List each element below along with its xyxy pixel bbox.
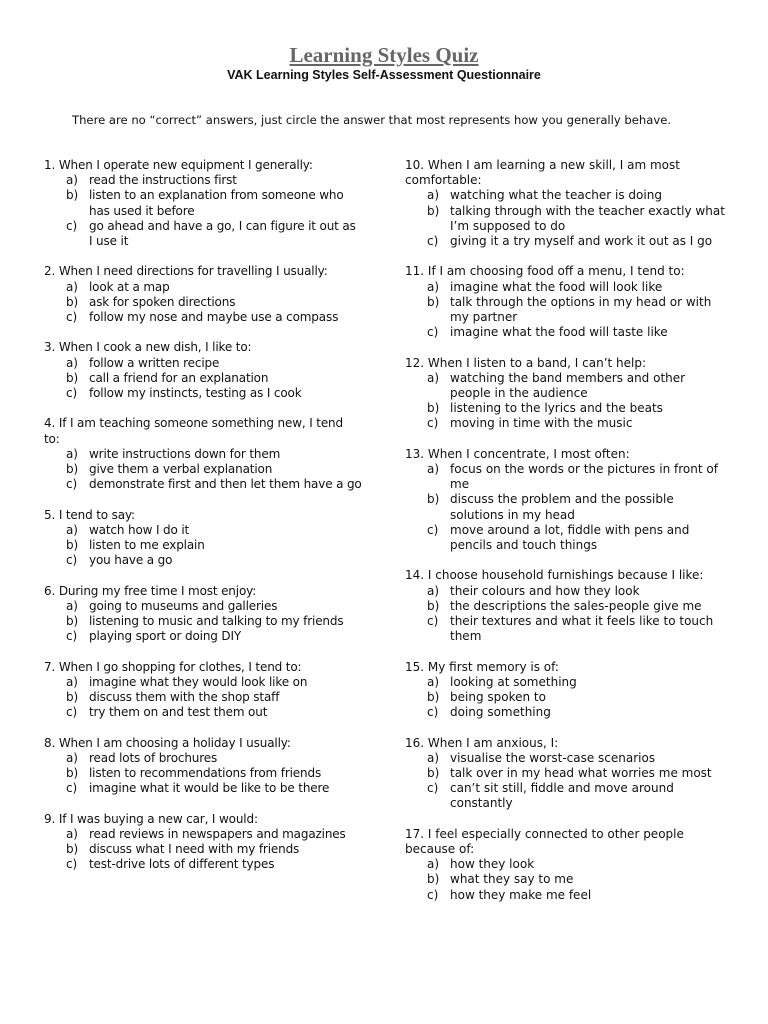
question-stem: 3. When I cook a new dish, I like to: [44, 340, 252, 355]
answer-option[interactable] [405, 280, 727, 295]
question-item [44, 584, 362, 645]
answer-option[interactable] [405, 188, 727, 203]
question-stem: 9. If I was buying a new car, I would: [44, 811, 258, 826]
option-letter: b) [66, 690, 78, 705]
option-text: listen to recommendations from friends [89, 766, 322, 781]
answer-option[interactable] [44, 705, 362, 720]
option-letter: c) [66, 553, 77, 568]
option-text: follow a written recipe [89, 355, 220, 370]
option-letter: a) [66, 750, 78, 765]
option-letter: c) [66, 477, 77, 492]
option-letter: a) [66, 279, 78, 294]
answer-options [405, 462, 727, 553]
option-letter: a) [427, 750, 440, 765]
option-letter: c) [427, 887, 439, 902]
answer-option[interactable] [405, 599, 727, 614]
option-text: being spoken to [450, 690, 546, 705]
question-stem: 13. When I concentrate, I most often: [405, 446, 630, 461]
option-letter: b) [427, 598, 440, 613]
option-text: give them a verbal explanation [89, 462, 273, 477]
answer-option[interactable] [405, 614, 727, 644]
option-text: imagine what they would look like on [89, 674, 308, 689]
option-text: demonstrate first and then let them have a go [89, 477, 362, 492]
option-letter: b) [427, 203, 440, 218]
question-stem: 10. When I am learning a new skill, I am most comfortable: [405, 158, 680, 188]
option-text: what they say to me [450, 872, 574, 887]
question-stem: 17. I feel especially connected to other people because of: [405, 826, 684, 857]
answer-option[interactable] [405, 675, 727, 690]
answer-options [44, 751, 362, 797]
option-letter: b) [427, 872, 440, 887]
option-text: moving in time with the music [450, 416, 633, 431]
question-item [44, 812, 362, 873]
option-letter: a) [427, 370, 440, 385]
option-letter: a) [66, 173, 78, 188]
answer-options [405, 751, 727, 812]
option-text: read reviews in newspapers and magazines [89, 826, 346, 841]
option-text: talking through with the teacher exactly what I’m supposed to do [450, 203, 725, 233]
option-text: follow my nose and maybe use a compass [89, 310, 339, 325]
question-item [405, 660, 727, 721]
option-text: follow my instincts, testing as I cook [89, 386, 302, 401]
option-text: watching what the teacher is doing [450, 188, 662, 203]
answer-option[interactable] [405, 781, 727, 811]
option-text: read the instructions first [89, 173, 237, 188]
option-text: talk over in my head what worries me most [450, 766, 712, 781]
answer-option[interactable] [405, 401, 727, 416]
question-item [44, 416, 362, 492]
answer-options [44, 675, 362, 721]
option-letter: c) [66, 310, 77, 325]
answer-option[interactable] [405, 751, 727, 766]
option-letter: a) [66, 355, 78, 370]
question-item [44, 158, 362, 249]
option-text: imagine what it would be like to be there [89, 781, 330, 796]
answer-options [405, 675, 727, 721]
option-text: watching the band members and other people in the audience [450, 370, 686, 401]
option-letter: c) [427, 781, 439, 796]
answer-option[interactable] [405, 584, 727, 599]
option-text: talk through the options in my head or with my partner [450, 294, 712, 325]
question-item [405, 158, 727, 249]
answer-option[interactable] [44, 614, 362, 629]
answer-option[interactable] [405, 872, 727, 887]
question-stem: 11. If I am choosing food off a menu, I tend to: [405, 264, 685, 279]
answer-option[interactable] [44, 538, 362, 553]
answer-options [44, 447, 362, 493]
answer-option[interactable] [405, 416, 727, 431]
question-stem: 6. During my free time I most enjoy: [44, 583, 257, 598]
option-letter: b) [66, 462, 78, 477]
option-text: visualise the worst-case scenarios [450, 750, 656, 765]
option-text: test-drive lots of different types [89, 857, 275, 872]
answer-options [44, 523, 362, 569]
instructions-text: There are no “correct” answers, just circle the answer that most represents how you generally behave. [72, 113, 672, 127]
answer-option[interactable] [44, 857, 362, 872]
answer-option[interactable] [405, 234, 727, 249]
question-stem: 14. I choose household furnishings because I like: [405, 568, 704, 583]
option-letter: b) [66, 294, 78, 309]
answer-options [44, 280, 362, 326]
option-letter: a) [66, 826, 78, 841]
answer-options [405, 188, 727, 249]
question-item [44, 340, 362, 401]
answer-options [405, 857, 727, 903]
question-item [405, 447, 727, 553]
option-text: discuss them with the shop staff [89, 690, 280, 705]
answer-option[interactable] [405, 462, 727, 492]
option-text: doing something [450, 705, 551, 720]
option-letter: b) [427, 492, 440, 507]
option-letter: c) [427, 522, 439, 537]
question-stem: 1. When I operate new equipment I generally: [44, 158, 313, 172]
option-letter: a) [427, 462, 440, 477]
question-item [405, 827, 727, 903]
option-letter: c) [66, 781, 77, 796]
option-text: read lots of brochures [89, 750, 218, 765]
option-letter: b) [66, 538, 78, 553]
option-text: look at a map [89, 279, 170, 294]
answer-option[interactable] [405, 371, 727, 401]
option-text: go ahead and have a go, I can figure it out as I use it [89, 218, 356, 249]
option-text: looking at something [450, 674, 577, 689]
question-stem: 4. If I am teaching someone something new, I tend to: [44, 416, 343, 446]
answer-option[interactable] [405, 325, 727, 340]
question-stem: 8. When I am choosing a holiday I usually: [44, 735, 291, 750]
answer-option[interactable] [44, 599, 362, 614]
option-text: listening to music and talking to my friends [89, 614, 344, 629]
answer-option[interactable] [405, 690, 727, 705]
answer-options [405, 584, 727, 645]
answer-option[interactable] [44, 477, 362, 492]
option-letter: a) [66, 522, 78, 537]
answer-options [44, 599, 362, 645]
answer-option[interactable] [405, 705, 727, 720]
answer-option[interactable] [405, 204, 727, 234]
answer-option[interactable] [44, 523, 362, 538]
answer-option[interactable] [405, 857, 727, 872]
option-letter: b) [66, 766, 78, 781]
option-letter: c) [427, 705, 439, 720]
option-text: listening to the lyrics and the beats [450, 401, 663, 416]
option-text: how they make me feel [450, 887, 592, 902]
option-text: giving it a try myself and work it out as I go [450, 234, 713, 249]
answer-option[interactable] [44, 690, 362, 705]
option-text: listen to an explanation from someone who has used it before [89, 188, 344, 218]
answer-options [405, 371, 727, 432]
option-letter: b) [427, 294, 440, 309]
question-item [44, 736, 362, 797]
question-item [405, 356, 727, 432]
answer-option[interactable] [44, 827, 362, 842]
option-text: can’t sit still, fiddle and move around constantly [450, 781, 674, 811]
question-item [405, 568, 727, 644]
answer-option[interactable] [44, 386, 362, 401]
answer-option[interactable] [44, 280, 362, 295]
option-text: going to museums and galleries [89, 598, 278, 613]
page-title: Learning Styles Quiz [289, 43, 479, 67]
question-stem: 16. When I am anxious, I: [405, 735, 559, 750]
option-text: discuss what I need with my friends [89, 842, 300, 857]
answer-option[interactable] [44, 629, 362, 644]
option-letter: b) [427, 690, 440, 705]
question-stem: 7. When I go shopping for clothes, I tend to: [44, 659, 302, 674]
option-letter: b) [66, 188, 78, 203]
option-letter: b) [66, 614, 78, 629]
answer-option[interactable] [44, 766, 362, 781]
answer-option[interactable] [44, 675, 362, 690]
answer-option[interactable] [405, 766, 727, 781]
answer-option[interactable] [44, 462, 362, 477]
option-text: write instructions down for them [89, 446, 281, 461]
option-letter: b) [66, 370, 78, 385]
option-text: imagine what the food will taste like [450, 325, 668, 340]
option-letter: c) [427, 325, 439, 340]
question-stem: 2. When I need directions for travelling I usually: [44, 264, 328, 279]
answer-option[interactable] [44, 295, 362, 310]
option-letter: b) [427, 401, 440, 416]
option-text: playing sport or doing DIY [89, 629, 242, 644]
option-text: their textures and what it feels like to touch them [450, 614, 714, 644]
option-letter: c) [66, 705, 77, 720]
option-letter: a) [427, 583, 440, 598]
option-letter: c) [427, 614, 439, 629]
option-letter: c) [66, 386, 77, 401]
option-letter: a) [66, 674, 78, 689]
page-subtitle: VAK Learning Styles Self-Assessment Questionnaire [227, 68, 541, 82]
right-question-column [405, 158, 727, 918]
option-text: try them on and test them out [89, 705, 268, 720]
option-text: call a friend for an explanation [89, 370, 269, 385]
answer-option[interactable] [44, 842, 362, 857]
option-text: their colours and how they look [450, 583, 640, 598]
option-letter: a) [427, 857, 440, 872]
option-letter: a) [427, 188, 440, 203]
answer-option[interactable] [44, 188, 362, 218]
option-text: how they look [450, 857, 535, 872]
answer-option[interactable] [44, 219, 362, 249]
question-item [44, 660, 362, 721]
option-text: watch how I do it [89, 522, 190, 537]
question-item [405, 736, 727, 812]
question-stem: 12. When I listen to a band, I can’t help: [405, 355, 647, 370]
question-item [44, 264, 362, 325]
answer-option[interactable] [44, 310, 362, 325]
answer-option[interactable] [44, 553, 362, 568]
answer-option[interactable] [405, 523, 727, 553]
option-text: listen to me explain [89, 538, 205, 553]
question-item [44, 508, 362, 569]
option-letter: c) [66, 857, 77, 872]
answer-options [44, 827, 362, 873]
option-letter: a) [66, 446, 78, 461]
option-text: discuss the problem and the possible solutions in my head [450, 492, 674, 522]
option-letter: c) [66, 218, 77, 233]
answer-option[interactable] [405, 492, 727, 522]
option-letter: a) [427, 279, 440, 294]
option-letter: a) [66, 598, 78, 613]
option-letter: c) [66, 629, 77, 644]
option-text: focus on the words or the pictures in front of me [450, 462, 718, 492]
answer-option[interactable] [405, 888, 727, 903]
left-question-column [44, 158, 362, 888]
option-text: ask for spoken directions [89, 294, 236, 309]
answer-option[interactable] [44, 371, 362, 386]
answer-options [44, 173, 362, 249]
question-stem: 15. My first memory is of: [405, 659, 559, 674]
answer-options [44, 356, 362, 402]
answer-option[interactable] [44, 447, 362, 462]
option-letter: b) [66, 842, 78, 857]
answer-option[interactable] [44, 356, 362, 371]
answer-option[interactable] [44, 173, 362, 188]
option-letter: c) [427, 234, 439, 249]
answer-option[interactable] [44, 781, 362, 796]
question-item [405, 264, 727, 340]
option-letter: c) [427, 416, 439, 431]
question-stem: 5. I tend to say: [44, 507, 135, 522]
option-letter: b) [427, 766, 440, 781]
option-text: the descriptions the sales-people give me [450, 598, 702, 613]
option-text: you have a go [89, 553, 173, 568]
option-text: move around a lot, fiddle with pens and pencils and touch things [450, 522, 690, 553]
option-text: imagine what the food will look like [450, 279, 663, 294]
answer-option[interactable] [405, 295, 727, 325]
answer-option[interactable] [44, 751, 362, 766]
answer-options [405, 280, 727, 341]
option-letter: a) [427, 674, 440, 689]
